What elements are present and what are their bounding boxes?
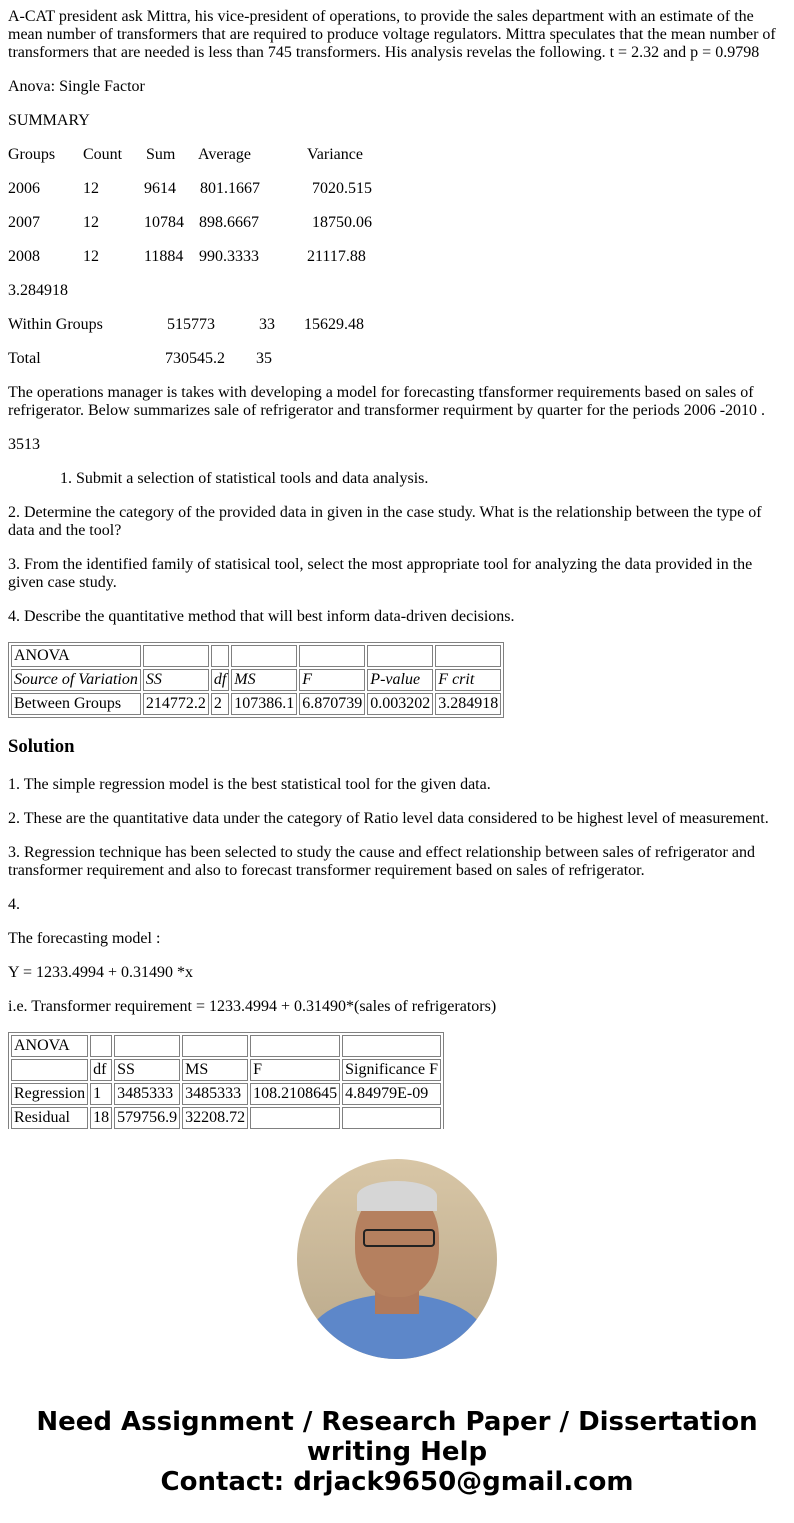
table-cell: 18 [90, 1107, 112, 1129]
table-row [11, 1107, 441, 1129]
table-row [11, 1035, 441, 1057]
table-cell [299, 645, 365, 667]
cell: 730545.2 [165, 350, 225, 367]
author-avatar [297, 1159, 497, 1359]
table-cell [342, 1107, 441, 1129]
cell: 9614 [144, 180, 176, 197]
table-row [11, 645, 501, 667]
cell: 12 [83, 248, 99, 265]
table-cell [182, 1035, 248, 1057]
within-groups-row [8, 316, 786, 334]
summary-label: SUMMARY [8, 112, 90, 129]
cell: Sum [146, 146, 176, 163]
regression-equation: Y = 1233.4994 + 0.31490 *x [8, 964, 194, 981]
table-cell: MS [182, 1059, 248, 1081]
answer-4: 4. [8, 896, 20, 913]
table-cell: ANOVA [11, 645, 141, 667]
cell: 12 [83, 214, 99, 231]
table-cell: F crit [435, 669, 501, 691]
banner-line-1: Need Assignment / Research Paper / Dissertation writing Help [36, 1407, 758, 1467]
table-cell [250, 1107, 340, 1129]
cell: 18750.06 [312, 214, 372, 231]
table-cell: 579756.9 [114, 1107, 180, 1129]
table-cell: 32208.72 [182, 1107, 248, 1129]
table-cell: 3485333 [182, 1083, 248, 1105]
cell: 2006 [8, 180, 40, 197]
table-cell: Source of Variation [11, 669, 141, 691]
cell: 801.1667 [200, 180, 260, 197]
table-cell: 3485333 [114, 1083, 180, 1105]
cell: 515773 [167, 316, 215, 333]
question-1: 1. Submit a selection of statistical tools and data analysis. [60, 470, 429, 487]
anova-title: Anova: Single Factor [8, 78, 145, 95]
forecast-label: The forecasting model : [8, 930, 161, 947]
cell: Variance [307, 146, 363, 163]
summary-row [8, 214, 786, 232]
table-cell: 2 [211, 693, 229, 715]
answer-2: 2. These are the quantitative data under the category of Ratio level data considered to be highest level of measurement. [8, 810, 769, 827]
table-cell: P-value [367, 669, 433, 691]
number-text: 3513 [8, 436, 40, 453]
table-cell: df [211, 669, 229, 691]
table-cell: 107386.1 [231, 693, 297, 715]
table-cell [114, 1035, 180, 1057]
table-cell: 4.84979E-09 [342, 1083, 441, 1105]
document [0, 8, 794, 1129]
anova-table-regression [8, 1032, 444, 1129]
table-row [11, 693, 501, 715]
regression-explanation: i.e. Transformer requirement = 1233.4994 + 0.31490*(sales of refrigerators) [8, 998, 497, 1015]
cell: 33 [259, 316, 275, 333]
solution-heading: Solution [8, 736, 75, 757]
cell: Total [8, 350, 41, 367]
cell: 990.3333 [199, 248, 259, 265]
promo-banner [0, 1407, 794, 1497]
banner-line-2: Contact: drjack9650@gmail.com [160, 1467, 634, 1497]
table-cell [342, 1035, 441, 1057]
table-cell: SS [143, 669, 209, 691]
anova-table-single-factor [8, 642, 504, 718]
table-cell [211, 645, 229, 667]
table-cell: df [90, 1059, 112, 1081]
table-cell: 1 [90, 1083, 112, 1105]
answer-1: 1. The simple regression model is the best statistical tool for the given data. [8, 776, 491, 793]
table-cell: 214772.2 [143, 693, 209, 715]
answer-3: 3. Regression technique has been selected to study the cause and effect relationship between sales of refrigerator and transformer requirement and also to forecast transformer requirement based on sales of refrigerator. [8, 844, 755, 879]
question-2: 2. Determine the category of the provided data in given in the case study. What is the relationship between the type of data and the tool? [8, 504, 762, 539]
table-cell: 0.003202 [367, 693, 433, 715]
table-cell: MS [231, 669, 297, 691]
table-cell: Residual [11, 1107, 88, 1129]
table-cell [435, 645, 501, 667]
summary-header-row [8, 146, 786, 164]
intro-paragraph: A-CAT president ask Mittra, his vice-president of operations, to provide the sales department with an estimate of the mean number of transformers that are required to produce voltage regulators. Mittra speculates that the mean number of transformers that are needed is less than 745 transformers. His analysis revelas the following. t = 2.32 and p = 0.9798 [8, 8, 776, 61]
cell: 21117.88 [307, 248, 366, 265]
question-3: 3. From the identified family of statisical tool, select the most appropriate tool for analyzing the data provided in the given case study. [8, 556, 753, 591]
operations-paragraph: The operations manager is takes with developing a model for forecasting tfansformer requirements based on sales of refrigerator. Below summarizes sale of refrigerator and transformer requirment by quarter for the periods 2006 -2010 . [8, 384, 766, 419]
question-4: 4. Describe the quantitative method that will best inform data-driven decisions. [8, 608, 515, 625]
table-cell [367, 645, 433, 667]
table-cell: Between Groups [11, 693, 141, 715]
cell: 11884 [144, 248, 184, 265]
table-cell: F [299, 669, 365, 691]
table-cell: Significance F [342, 1059, 441, 1081]
table-cell: 6.870739 [299, 693, 365, 715]
table-cell [90, 1035, 112, 1057]
table-cell: 108.2108645 [250, 1083, 340, 1105]
table-cell: SS [114, 1059, 180, 1081]
table-cell [143, 645, 209, 667]
table-row [11, 669, 501, 691]
cell: Groups [8, 146, 56, 163]
cell: 35 [256, 350, 272, 367]
cell: Within Groups [8, 316, 103, 333]
table-row [11, 1059, 441, 1081]
avatar-glasses [363, 1229, 435, 1247]
table-cell: 3.284918 [435, 693, 501, 715]
regression-table-clip [8, 1032, 786, 1129]
table-cell: Regression [11, 1083, 88, 1105]
table-cell [250, 1035, 340, 1057]
avatar-hair [357, 1181, 437, 1211]
summary-row [8, 248, 786, 266]
cell: 15629.48 [304, 316, 364, 333]
summary-row [8, 180, 786, 198]
table-cell [231, 645, 297, 667]
total-row [8, 350, 786, 368]
table-cell: F [250, 1059, 340, 1081]
table-cell: ANOVA [11, 1035, 88, 1057]
cell: 2008 [8, 248, 40, 265]
cell: 12 [83, 180, 99, 197]
cell: 898.6667 [199, 214, 259, 231]
stray-value: 3.284918 [8, 282, 68, 299]
cell: 7020.515 [312, 180, 372, 197]
cell: 2007 [8, 214, 40, 231]
table-row [11, 1083, 441, 1105]
table-cell [11, 1059, 88, 1081]
cell: 10784 [144, 214, 184, 231]
cell: Average [198, 146, 251, 163]
cell: Count [83, 146, 123, 163]
